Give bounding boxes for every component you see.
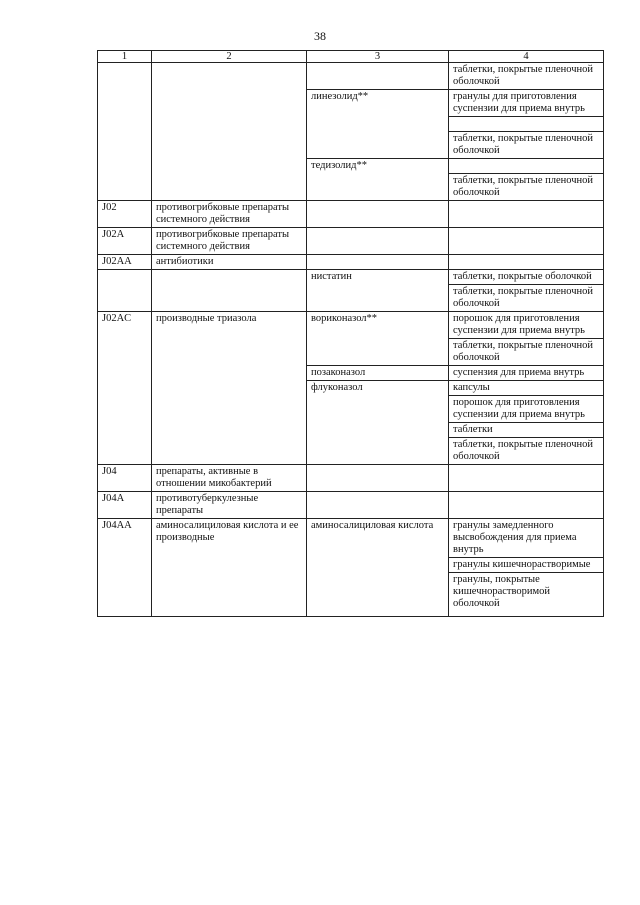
form-cell: таблетки, покрытые пленочной оболочкой [449, 174, 604, 201]
atc-code-cell: J04 [98, 465, 152, 492]
atc-code-cell: J04AA [98, 519, 152, 617]
form-cell: гранулы, покрытые кишечнорастворимой оболочкой [449, 573, 604, 617]
table-row [98, 228, 604, 255]
group-cell: противогрибковые препараты системного действия [152, 228, 307, 255]
drug-fluconazole: флуконазол [307, 381, 449, 465]
table-row [98, 201, 604, 228]
form-cell [449, 201, 604, 228]
col-header-4: 4 [449, 51, 604, 63]
form-cell: таблетки [449, 423, 604, 438]
table-row [98, 492, 604, 519]
table-row [98, 519, 604, 558]
form-cell: порошок для приготовления суспензии для приема внутрь [449, 312, 604, 339]
drug-posaconazole: позаконазол [307, 366, 449, 381]
col-header-3: 3 [307, 51, 449, 63]
form-cell [449, 228, 604, 255]
group-cell: производные триазола [152, 312, 307, 465]
col-header-2: 2 [152, 51, 307, 63]
form-cell: гранулы замедленного высвобождения для приема внутрь [449, 519, 604, 558]
form-cell [449, 492, 604, 519]
page-number: 38 [314, 29, 326, 43]
drug-tedizolid: тедизолид** [307, 159, 449, 201]
drug-table [97, 50, 604, 617]
form-cell: порошок для приготовления суспензии для приема внутрь [449, 396, 604, 423]
form-cell: таблетки, покрытые пленочной оболочкой [449, 438, 604, 465]
atc-code-cell [98, 63, 152, 201]
form-cell: капсулы [449, 381, 604, 396]
form-cell: таблетки, покрытые пленочной оболочкой [449, 285, 604, 312]
form-cell: суспензия для приема внутрь [449, 366, 604, 381]
form-cell: таблетки, покрытые пленочной оболочкой [449, 339, 604, 366]
form-cell: гранулы кишечнорастворимые [449, 558, 604, 573]
atc-code-cell: J02AC [98, 312, 152, 465]
group-cell: антибиотики [152, 255, 307, 270]
table-row [98, 255, 604, 270]
group-cell: противогрибковые препараты системного действия [152, 201, 307, 228]
form-cell-empty [449, 117, 604, 132]
group-cell: препараты, активные в отношении микобактерий [152, 465, 307, 492]
form-cell: таблетки, покрытые пленочной оболочкой [449, 63, 604, 90]
table-row [98, 312, 604, 339]
drug-nystatin: нистатин [307, 270, 449, 312]
group-cell [152, 270, 307, 312]
drug-cell [307, 63, 449, 90]
header-row [98, 51, 604, 63]
table-row [98, 63, 604, 90]
drug-cell [307, 492, 449, 519]
drug-voriconazole: вориконазол** [307, 312, 449, 366]
drug-cell [307, 228, 449, 255]
atc-code-cell [98, 270, 152, 312]
col-header-1: 1 [98, 51, 152, 63]
atc-code-cell: J02AA [98, 255, 152, 270]
form-cell-empty [449, 159, 604, 174]
atc-code-cell: J04A [98, 492, 152, 519]
form-cell: гранулы для приготовления суспензии для приема внутрь [449, 90, 604, 117]
table-row [98, 270, 604, 285]
group-cell: аминосалициловая кислота и ее производные [152, 519, 307, 617]
drug-cell [307, 255, 449, 270]
drug-cell [307, 465, 449, 492]
form-cell: таблетки, покрытые оболочкой [449, 270, 604, 285]
group-cell: противотуберкулезные препараты [152, 492, 307, 519]
atc-code-cell: J02 [98, 201, 152, 228]
form-cell: таблетки, покрытые пленочной оболочкой [449, 132, 604, 159]
form-cell [449, 255, 604, 270]
atc-code-cell: J02A [98, 228, 152, 255]
drug-linezolid: линезолид** [307, 90, 449, 159]
group-cell [152, 63, 307, 201]
form-cell [449, 465, 604, 492]
table-row [98, 465, 604, 492]
drug-cell [307, 201, 449, 228]
drug-aminosalicylic: аминосалициловая кислота [307, 519, 449, 617]
